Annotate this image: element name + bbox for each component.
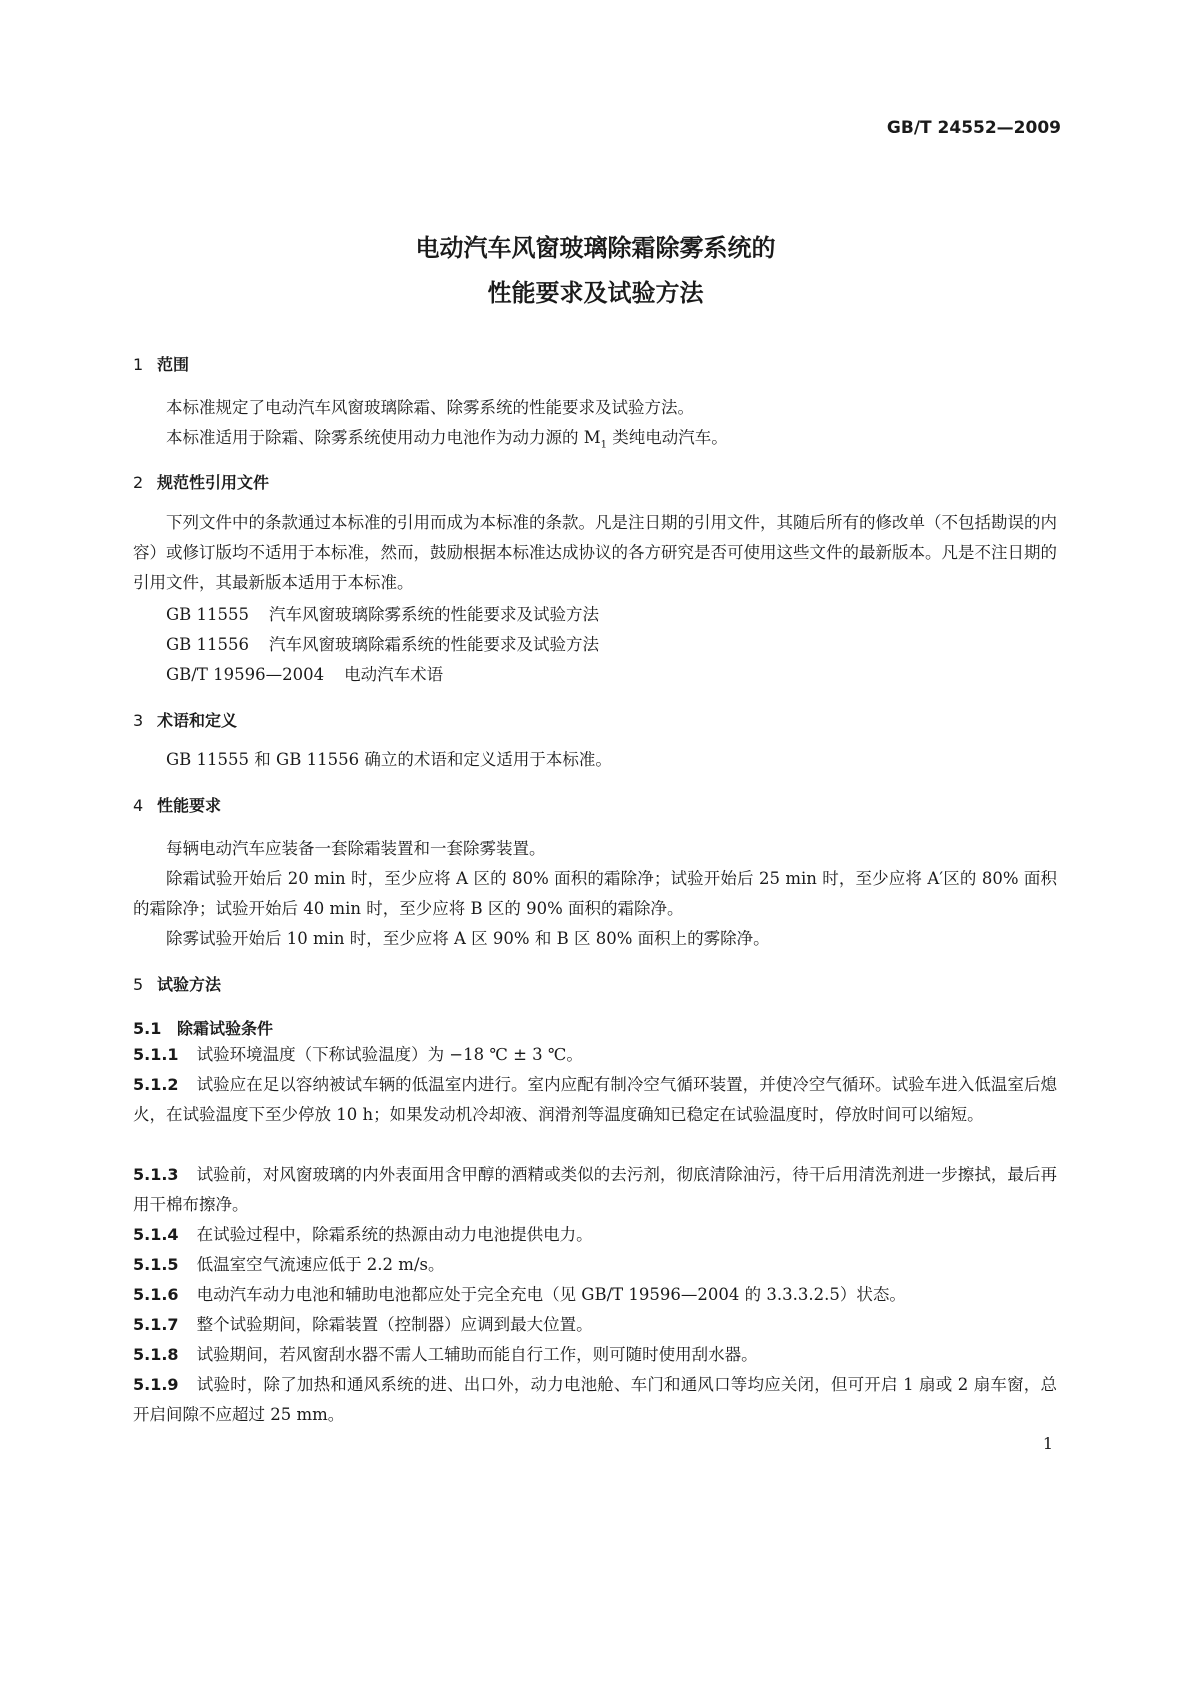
clause-5-1-5 [133,1250,1057,1280]
subscript: 1 [600,439,608,451]
clause-number: 5.1.4 [133,1225,179,1244]
clause-5-1-7 [133,1310,1057,1340]
clause-number: 5.1.7 [133,1315,179,1334]
clause-5-1-4 [133,1220,1057,1250]
section-3-heading [133,708,237,731]
clause-number: 5.1.3 [133,1165,179,1184]
reference-code: GB 11555 [166,605,250,624]
reference-code: GB 11556 [166,635,250,654]
subsection-5-1-heading [133,1016,273,1039]
paragraph-text: 类纯电动汽车。 [607,428,728,447]
reference-item [166,601,599,625]
clause-text: 整个试验期间，除霜装置（控制器）应调到最大位置。 [196,1315,593,1334]
reference-code: GB/T 19596—2004 [166,665,325,684]
clause-text: 试验时，除了加热和通风系统的进、出口外，动力电池舱、车门和通风口等均应关闭，但可开启 1 扇或 2 扇车窗，总开启间隙不应超过 25 mm。 [133,1375,1057,1424]
clause-text: 试验前，对风窗玻璃的内外表面用含甲醇的酒精或类似的去污剂，彻底清除油污，待干后用清洗剂进一步擦拭，最后再用干棉布擦净。 [133,1165,1057,1214]
paragraph-text: 本标准适用于除霜、除雾系统使用动力电池作为动力源的 M [166,428,601,447]
reference-title: 电动汽车术语 [344,665,444,684]
section-number: 5 [133,975,144,994]
clause-5-1-1 [133,1040,1057,1070]
section-title: 规范性引用文件 [157,473,270,492]
section-4-paragraph-2: 除霜试验开始后 20 min 时，至少应将 A 区的 80% 面积的霜除净；试验开始后 25 min 时，至少应将 A′区的 80% 面积的霜除净；试验开始后 40 min 时，至少应将 B 区的 90% 面积的霜除净。 [133,869,1057,918]
clause-text: 试验环境温度（下称试验温度）为 −18 ℃ ± 3 ℃。 [196,1045,583,1064]
clause-5-1-6 [133,1280,1057,1310]
clause-number: 5.1.1 [133,1045,179,1064]
section-number: 4 [133,796,144,815]
clause-5-1-3 [133,1160,1057,1220]
section-number: 2 [133,473,144,492]
reference-item [166,631,599,655]
section-4-paragraph-3: 除雾试验开始后 10 min 时，至少应将 A 区 90% 和 B 区 80% 面积上的雾除净。 [166,929,770,948]
clause-number: 5.1.5 [133,1255,179,1274]
document-title-line-2: 性能要求及试验方法 [487,279,704,307]
section-3-paragraph-1: GB 11555 和 GB 11556 确立的术语和定义适用于本标准。 [166,750,612,769]
section-title: 范围 [157,355,190,374]
subsection-number: 5.1 [133,1019,162,1038]
reference-title: 汽车风窗玻璃除雾系统的性能要求及试验方法 [269,605,600,624]
document-title-line-1: 电动汽车风窗玻璃除霜除雾系统的 [415,234,776,262]
reference-title: 汽车风窗玻璃除霜系统的性能要求及试验方法 [269,635,600,654]
clause-text: 低温室空气流速应低于 2.2 m/s。 [196,1255,445,1274]
section-number: 3 [133,711,144,730]
clause-number: 5.1.9 [133,1375,179,1394]
clause-text: 电动汽车动力电池和辅助电池都应处于完全充电（见 GB/T 19596—2004 的 3.3.3.2.5）状态。 [196,1285,906,1304]
section-title: 术语和定义 [157,711,238,730]
clause-text: 试验应在足以容纳被试车辆的低温室内进行。室内应配有制冷空气循环装置，并使冷空气循环。试验车进入低温室后熄火，在试验温度下至少停放 10 h；如果发动机冷却液、润滑剂等温度确知已稳定在试验温度时，停放时间可以缩短。 [133,1075,1057,1124]
clause-text: 在试验过程中，除霜系统的热源由动力电池提供电力。 [196,1225,593,1244]
section-4-heading [133,793,221,816]
section-4-paragraph-1: 每辆电动汽车应装备一套除霜装置和一套除雾装置。 [166,839,546,858]
subsection-title: 除霜试验条件 [177,1019,274,1038]
section-title: 试验方法 [157,975,222,994]
section-number: 1 [133,355,144,374]
section-title: 性能要求 [157,796,222,815]
section-1-heading [133,352,189,375]
clause-5-1-8 [133,1340,1057,1370]
standard-number: GB/T 24552—2009 [886,118,1061,138]
section-2-heading [133,470,269,493]
section-1-paragraph-2 [133,423,1057,460]
section-1-paragraph-1: 本标准规定了电动汽车风窗玻璃除霜、除雾系统的性能要求及试验方法。 [166,398,694,417]
clause-5-1-2 [133,1070,1057,1130]
page-number: 1 [1042,1434,1053,1453]
clause-text: 试验期间，若风窗刮水器不需人工辅助而能自行工作，则可随时使用刮水器。 [196,1345,758,1364]
section-2-paragraph-1: 下列文件中的条款通过本标准的引用而成为本标准的条款。凡是注日期的引用文件，其随后所有的修改单（不包括勘误的内容）或修订版均不适用于本标准，然而，鼓励根据本标准达成协议的各方研究是否可使用这些文件的最新版本。凡是不注日期的引用文件，其最新版本适用于本标准。 [133,513,1057,592]
section-5-heading [133,972,221,995]
clause-number: 5.1.2 [133,1075,179,1094]
clause-number: 5.1.8 [133,1345,179,1364]
clause-5-1-9 [133,1370,1057,1430]
clause-number: 5.1.6 [133,1285,179,1304]
reference-item [166,661,443,685]
